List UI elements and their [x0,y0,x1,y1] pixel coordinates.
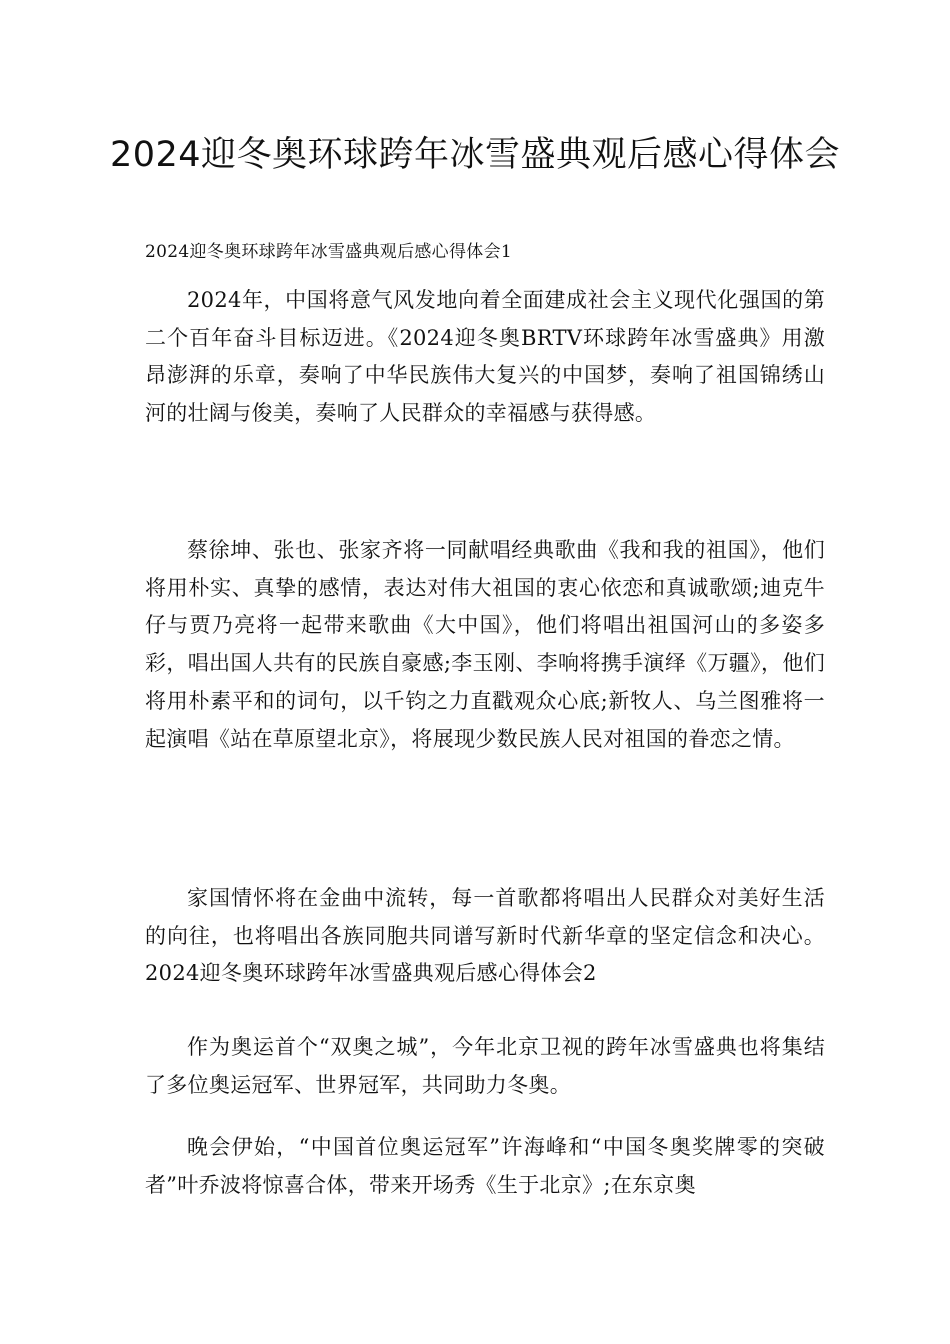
section-heading: 2024迎冬奥环球跨年冰雪盛典观后感心得体会1 [145,242,512,262]
paragraph-4: 作为奥运首个“双奥之城”，今年北京卫视的跨年冰雪盛典也将集结了多位奥运冠军、世界冠军，共同助力冬奥。 [145,1035,825,1097]
paragraph-5: 晚会伊始，“中国首位奥运冠军”许海峰和“中国冬奥奖牌零的突破者”叶乔波将惊喜合体，带来开场秀《生于北京》;在东京奥 [145,1135,825,1197]
paragraph-3: 家国情怀将在金曲中流转，每一首歌都将唱出人民群众对美好生活的向往，也将唱出各族同胞共同谱写新时代新华章的坚定信念和决心。2024迎冬奥环球跨年冰雪盛典观后感心得体会2 [145,886,825,986]
paragraph-1: 2024年，中国将意气风发地向着全面建成社会主义现代化强国的第二个百年奋斗目标迈进。《2024迎冬奥BRTV环球跨年冰雪盛典》用激昂澎湃的乐章，奏响了中华民族伟大复兴的中国梦，奏响了祖国锦绣山河的壮阔与俊美，奏响了人民群众的幸福感与获得感。 [145,288,825,426]
document-title: 2024迎冬奥环球跨年冰雪盛典观后感心得体会 [109,135,841,175]
paragraph-2: 蔡徐坤、张也、张家齐将一同献唱经典歌曲《我和我的祖国》，他们将用朴实、真挚的感情，表达对伟大祖国的衷心依恋和真诚歌颂;迪克牛仔与贾乃亮将一起带来歌曲《大中国》，他们将唱出祖国河山的多姿多彩，唱出国人共有的民族自豪感;李玉刚、李响将携手演绎《万疆》，他们将用朴素平和的词句，以千钧之力直戳观众心底;新牧人、乌兰图雅将一起演唱《站在草原望北京》，将展现少数民族人民对祖国的眷恋之情。 [145,538,825,751]
